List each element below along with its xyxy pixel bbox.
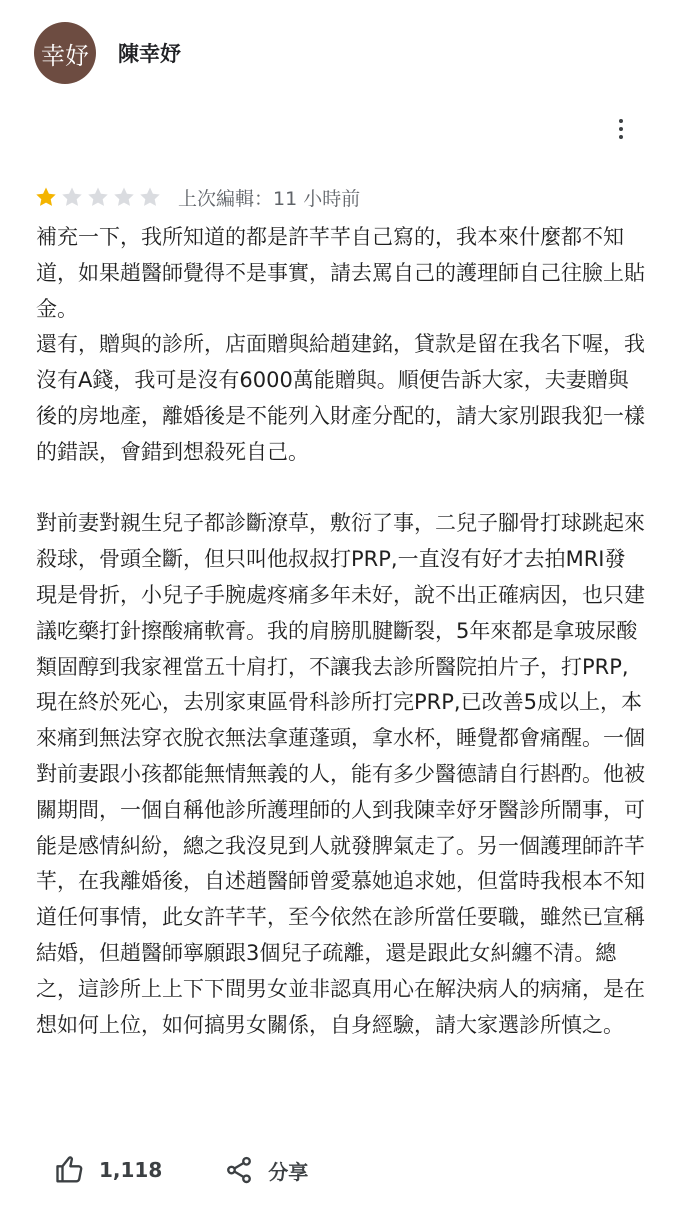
like-button[interactable] [55, 1155, 162, 1185]
review-text: 補充一下，我所知道的都是許芊芊自己寫的，我本來什麼都不知道，如果趙醫師覺得不是事實，請去罵自己的護理師自己往臉上貼金。 還有，贈與的診所，店面贈與給趙建銘，貸款是留在我名下喔，我沒有A錢，我可是沒有6000萬能贈與。順便告訴大家，夫妻贈與後的房地產，離婚後是不能列入財產分配的，請大家別跟我犯一樣的錯誤，會錯到想殺死自己。 對前妻對親生兒子都診斷潦草，敷衍了事，二兒子腳骨打球跳起來殺球，骨頭全斷，但只叫他叔叔打PRP,一直沒有好才去拍MRI發現是骨折，小兒子手腕處疼痛多年未好，說不出正確病因，也只建議吃藥打針擦酸痛軟膏。我的肩膀肌腱斷裂，5年來都是拿玻尿酸類固醇到我家裡當五十肩打，不讓我去診所醫院拍片子，打PRP,現在終於死心，去別家東區骨科診所打完PRP,已改善5成以上，本來痛到無法穿衣脫衣無法拿蓮蓬頭，拿水杯，睡覺都會痛醒。一個對前妻跟小孩都能無情無義的人，能有多少醫德請自行斟酌。他被關期間，一個自稱他診所護理師的人到我陳幸妤牙醫診所鬧事，可能是感情糾紛，總之我沒見到人就發脾氣走了。另一個護理師許芊芊，在我離婚後，自述趙醫師曾愛慕她追求她，但當時我根本不知道任何事情，此女許芊芊，至今依然在診所當任要職，雖然已宣稱結婚，但趙醫師寧願跟3個兒子疏離，還是跟此女糾纏不清。總之，這診所上上下下間男女並非認真用心在解決病人的病痛，是在想如何上位，如何搞男女關係，自身經驗，請大家選診所慎之。 [36, 225, 645, 1037]
menu-dot [619, 119, 623, 123]
thumb-up-icon [55, 1155, 85, 1185]
avatar[interactable]: 幸妤 [34, 22, 96, 84]
review-actions [55, 1148, 308, 1192]
reviewer-name[interactable]: 陳幸妤 [118, 42, 181, 66]
star-empty-icon [138, 185, 162, 209]
menu-dot [619, 135, 623, 139]
star-empty-icon [60, 185, 84, 209]
star-rating [34, 185, 162, 209]
menu-dot [619, 127, 623, 131]
share-icon [224, 1155, 254, 1185]
edited-timestamp: 上次編輯：11 小時前 [178, 187, 361, 210]
review-header [34, 22, 181, 84]
share-label: 分享 [268, 1159, 309, 1184]
star-filled-icon [34, 185, 58, 209]
star-empty-icon [112, 185, 136, 209]
rating-row [34, 181, 360, 213]
star-empty-icon [86, 185, 110, 209]
share-button[interactable] [224, 1155, 308, 1185]
like-count: 1,118 [99, 1158, 163, 1182]
more-vert-icon[interactable] [608, 114, 634, 144]
